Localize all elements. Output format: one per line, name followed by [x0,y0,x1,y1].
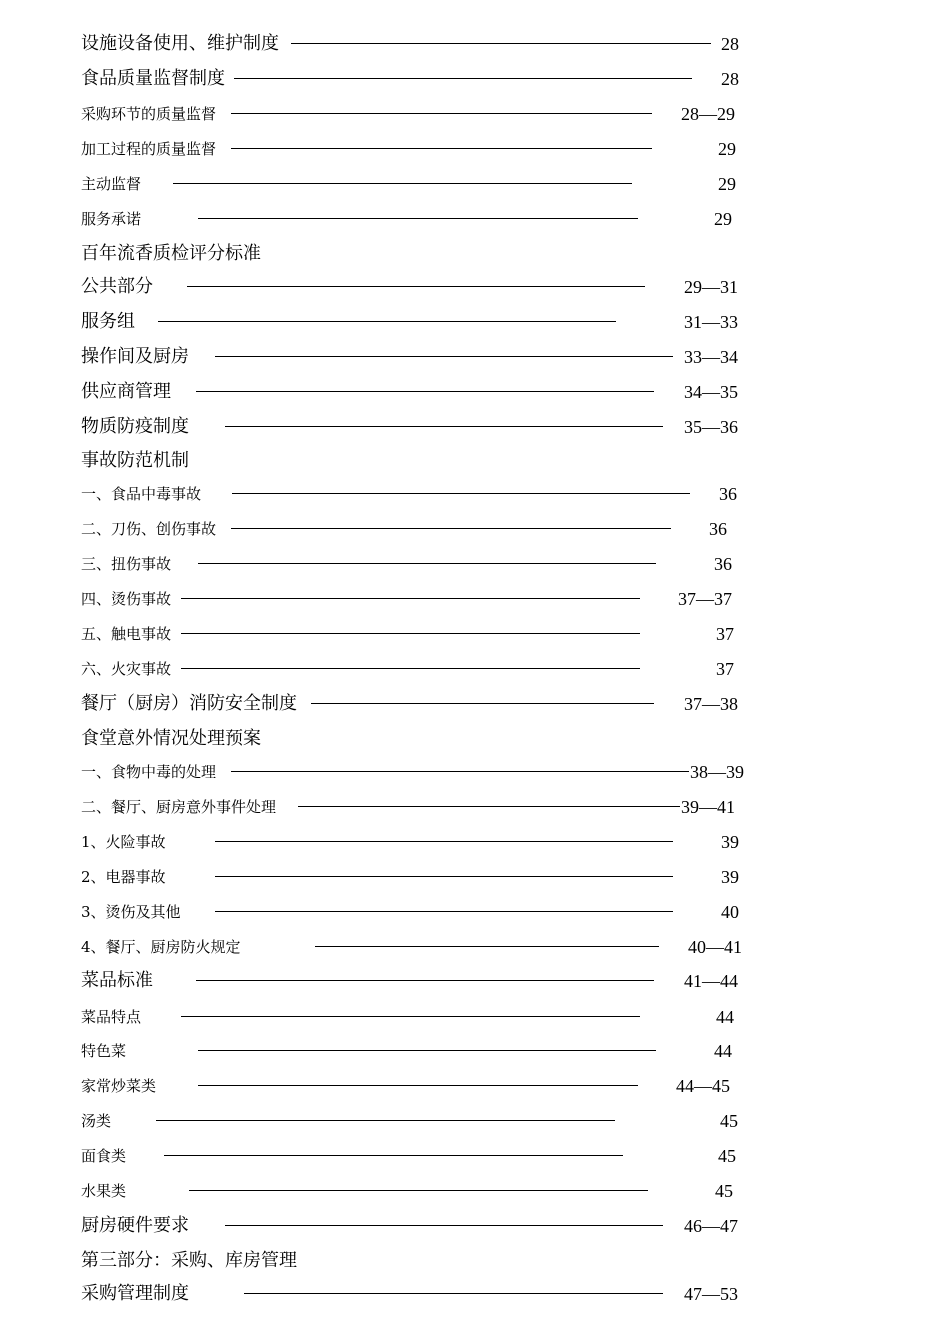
toc-entry-page: 37 [716,624,734,644]
toc-entry-title: 百年流香质检评分标准 [81,243,261,264]
toc-leader-line [156,1120,615,1121]
toc-leader-line [181,633,640,634]
toc-leader-line [215,911,673,912]
toc-leader-line [158,321,616,322]
toc-section-heading [0,1246,950,1276]
toc-entry-title: 事故防范机制 [81,450,189,471]
toc-entry [0,932,950,962]
toc-entry-page: 29 [718,139,736,159]
toc-entry-page: 44—45 [676,1076,730,1096]
toc-leader-line [198,218,638,219]
toc-entry [0,377,950,407]
toc-entry-title: 汤类 [81,1112,112,1130]
toc-entry-title: 食品质量监督制度 [81,68,225,89]
toc-entry-title: 加工过程的质量监督 [81,140,217,158]
toc-entry-page: 38—39 [690,762,744,782]
toc-leader-line [196,391,654,392]
toc-leader-line [231,771,689,772]
toc-leader-line [215,841,673,842]
toc-entry [0,1176,950,1206]
toc-entry-title: 公共部分 [81,276,153,297]
toc-leader-line [231,113,652,114]
toc-entry [0,792,950,822]
toc-leader-line [298,806,680,807]
toc-entry-title: 六、火灾事故 [81,660,172,678]
toc-leader-line [181,1016,640,1017]
toc-entry [0,204,950,234]
toc-entry-page: 39 [721,832,739,852]
toc-entry [0,689,950,719]
toc-entry-title: 采购环节的质量监督 [81,105,217,123]
toc-leader-line [181,668,640,669]
toc-entry [0,412,950,442]
toc-entry [0,1002,950,1032]
toc-entry-title: 三、扭伤事故 [81,555,172,573]
toc-entry-page: 37 [716,659,734,679]
toc-entry-page: 31—33 [684,312,738,332]
toc-entry-title: 一、食物中毒的处理 [81,763,217,781]
toc-entry-title: 食堂意外情况处理预案 [81,728,261,749]
toc-leader-line [181,598,640,599]
toc-entry-page: 41—44 [684,971,738,991]
toc-section-heading [0,239,950,269]
toc-entry [0,549,950,579]
toc-entry-title: 服务承诺 [81,210,142,228]
toc-leader-line [311,703,654,704]
toc-entry [0,1211,950,1241]
toc-entry-page: 40—41 [688,937,742,957]
toc-entry [0,966,950,996]
toc-leader-line [225,426,663,427]
toc-entry [0,619,950,649]
toc-entry-page: 39 [721,867,739,887]
toc-entry [0,342,950,372]
toc-entry-page: 34—35 [684,382,738,402]
toc-leader-line [189,1190,648,1191]
toc-entry-title: 4、餐厅、厨房防火规定 [81,938,241,956]
toc-entry-title: 家常炒菜类 [81,1077,157,1095]
toc-entry [0,757,950,787]
toc-entry-page: 39—41 [681,797,735,817]
toc-entry-title: 厨房硬件要求 [81,1215,189,1236]
toc-entry [0,307,950,337]
toc-entry-title: 五、触电事故 [81,625,172,643]
toc-entry-page: 28 [721,34,739,54]
toc-entry-page: 40 [721,902,739,922]
toc-leader-line [234,78,692,79]
toc-entry-title: 1、火险事故 [81,833,166,851]
toc-entry-page: 44 [714,1041,732,1061]
toc-entry-title: 2、电器事故 [81,868,166,886]
toc-entry-page: 28 [721,69,739,89]
toc-entry-page: 29 [714,209,732,229]
toc-leader-line [232,493,690,494]
toc-leader-line [198,1050,656,1051]
toc-entry [0,64,950,94]
toc-entry-page: 45 [715,1181,733,1201]
toc-entry-page: 29 [718,174,736,194]
toc-leader-line [198,1085,638,1086]
toc-entry-title: 餐厅（厨房）消防安全制度 [81,693,297,714]
toc-entry [0,897,950,927]
toc-section-heading [0,446,950,476]
toc-leader-line [315,946,659,947]
toc-entry [0,479,950,509]
toc-entry-page: 45 [720,1111,738,1131]
toc-entry-page: 46—47 [684,1216,738,1236]
toc-entry-title: 菜品特点 [81,1008,142,1026]
toc-entry [0,29,950,59]
toc-entry-title: 操作间及厨房 [81,346,189,367]
toc-entry-title: 二、餐厅、厨房意外事件处理 [81,798,277,816]
toc-entry-page: 44 [716,1007,734,1027]
toc-entry-page: 36 [709,519,727,539]
toc-entry [0,1071,950,1101]
toc-leader-line [291,43,711,44]
toc-entry [0,1141,950,1171]
toc-entry [0,272,950,302]
toc-leader-line [164,1155,623,1156]
toc-entry [0,169,950,199]
toc-entry-title: 菜品标准 [81,970,153,991]
toc-entry [0,1279,950,1309]
toc-entry-page: 47—53 [684,1284,738,1304]
toc-entry-title: 设施设备使用、维护制度 [81,33,279,54]
toc-entry-title: 3、烫伤及其他 [81,903,181,921]
toc-leader-line [215,356,673,357]
toc-leader-line [173,183,632,184]
toc-entry-title: 水果类 [81,1182,127,1200]
toc-entry-page: 28—29 [681,104,735,124]
toc-entry-page: 33—34 [684,347,738,367]
toc-leader-line [196,980,654,981]
toc-leader-line [225,1225,663,1226]
toc-leader-line [198,563,656,564]
toc-section-heading [0,724,950,754]
toc-entry [0,584,950,614]
toc-entry-page: 35—36 [684,417,738,437]
toc-leader-line [231,148,652,149]
toc-entry-title: 主动监督 [81,175,142,193]
toc-leader-line [215,876,673,877]
toc-entry [0,827,950,857]
toc-entry [0,862,950,892]
toc-entry [0,99,950,129]
toc-entry-title: 面食类 [81,1147,127,1165]
toc-entry [0,134,950,164]
toc-entry-title: 二、刀伤、创伤事故 [81,520,217,538]
toc-entry-page: 45 [718,1146,736,1166]
toc-entry-page: 29—31 [684,277,738,297]
toc-entry-page: 37—37 [678,589,732,609]
toc-entry-title: 四、烫伤事故 [81,590,172,608]
toc-entry [0,654,950,684]
toc-entry-title: 服务组 [81,311,135,332]
toc-entry-title: 物质防疫制度 [81,416,189,437]
toc-leader-line [244,1293,663,1294]
toc-entry [0,1036,950,1066]
toc-entry-page: 36 [714,554,732,574]
toc-entry [0,1106,950,1136]
toc-entry-title: 采购管理制度 [81,1283,189,1304]
toc-entry-title: 供应商管理 [81,381,171,402]
toc-entry-title: 一、食品中毒事故 [81,485,202,503]
toc-entry-page: 37—38 [684,694,738,714]
toc-leader-line [231,528,671,529]
toc-leader-line [187,286,645,287]
toc-entry-page: 36 [719,484,737,504]
toc-entry-title: 特色菜 [81,1042,127,1060]
toc-entry [0,514,950,544]
toc-entry-title: 第三部分：采购、库房管理 [81,1250,297,1271]
